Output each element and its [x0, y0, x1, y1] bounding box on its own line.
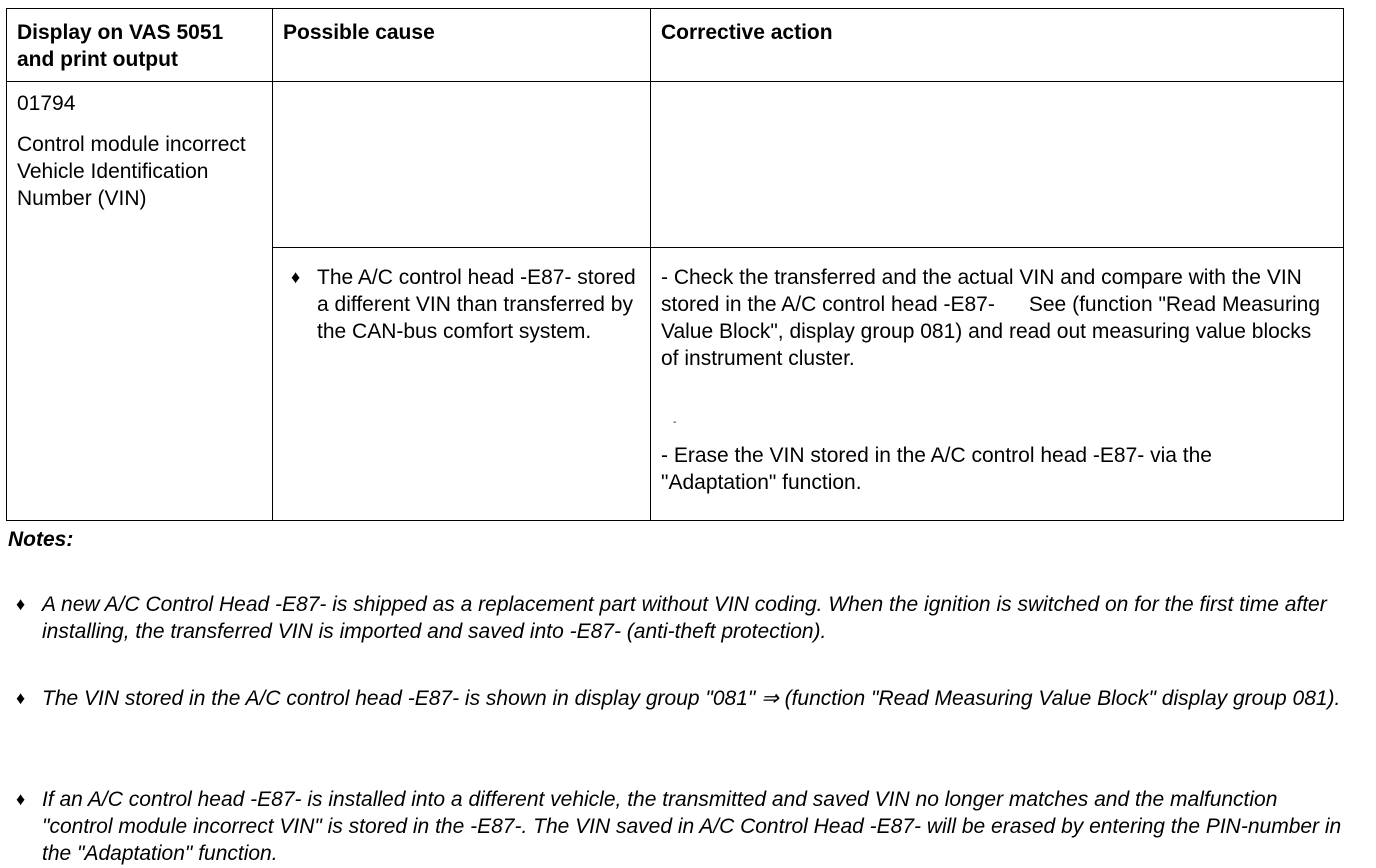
note-item: [16, 685, 1346, 712]
empty-cause-cell: [273, 82, 651, 248]
action-spacer: [661, 372, 1333, 442]
action-erase-text: - Erase the VIN stored in the A/C control head -E87- via the "Adaptation" function.: [661, 444, 1212, 494]
fault-display-cell: [7, 82, 273, 521]
table-row: [7, 82, 1344, 248]
diamond-bullet-icon: ♦: [16, 688, 26, 708]
diamond-bullet-icon: ♦: [291, 267, 301, 287]
header-corrective-action: Corrective action: [651, 9, 1344, 82]
cause-text: The A/C control head -E87- stored a different VIN than transferred by the CAN-bus comfort system.: [317, 266, 636, 343]
action-cell: [651, 248, 1344, 521]
fault-text: Control module incorrect Vehicle Identification Number (VIN): [17, 133, 246, 210]
note-text: A new A/C Control Head -E87- is shipped as a replacement part without VIN coding. When the ignition is switched on for the first time after installing, the transferred VIN is imported and saved into -E87- (anti-theft protection).: [42, 593, 1327, 643]
diamond-bullet-icon: ♦: [16, 789, 26, 809]
fault-code: 01794: [17, 92, 76, 115]
empty-action-cell: [651, 82, 1344, 248]
see-link[interactable]: See: [1028, 293, 1067, 316]
note-text: If an A/C control head -E87- is installed into a different vehicle, the transmitted and saved VIN no longer matches and the malfunction "control module incorrect VIN" is stored in the -E87-. The VIN saved in A/C Control Head -E87- will be erased by entering the PIN-number in the "Adaptation" function.: [42, 788, 1342, 865]
notes-title: Notes:: [8, 528, 74, 551]
note-text: The VIN stored in the A/C control head -E87- is shown in display group "081" ⇒ (function "Read Measuring Value Block" display group 081).: [42, 687, 1341, 710]
header-possible-cause: Possible cause: [273, 9, 651, 82]
note-item: [16, 591, 1346, 645]
action-check-text: - Check the transferred and the actual VIN and compare with the VIN stored in the A/C control head -E87-: [661, 266, 1302, 316]
note-item: [16, 786, 1346, 867]
table-header-row: [7, 9, 1344, 82]
tiny-dash: -: [673, 417, 677, 428]
cause-cell: [273, 248, 651, 521]
action-read-text: (function "Read Measuring Value Block", display group 081) and read out measuring value blocks of instrument cluster.: [661, 293, 1320, 370]
fault-table: [6, 8, 1344, 521]
header-display: Display on VAS 5051 and print output: [7, 9, 273, 82]
diamond-bullet-icon: ♦: [16, 594, 26, 614]
